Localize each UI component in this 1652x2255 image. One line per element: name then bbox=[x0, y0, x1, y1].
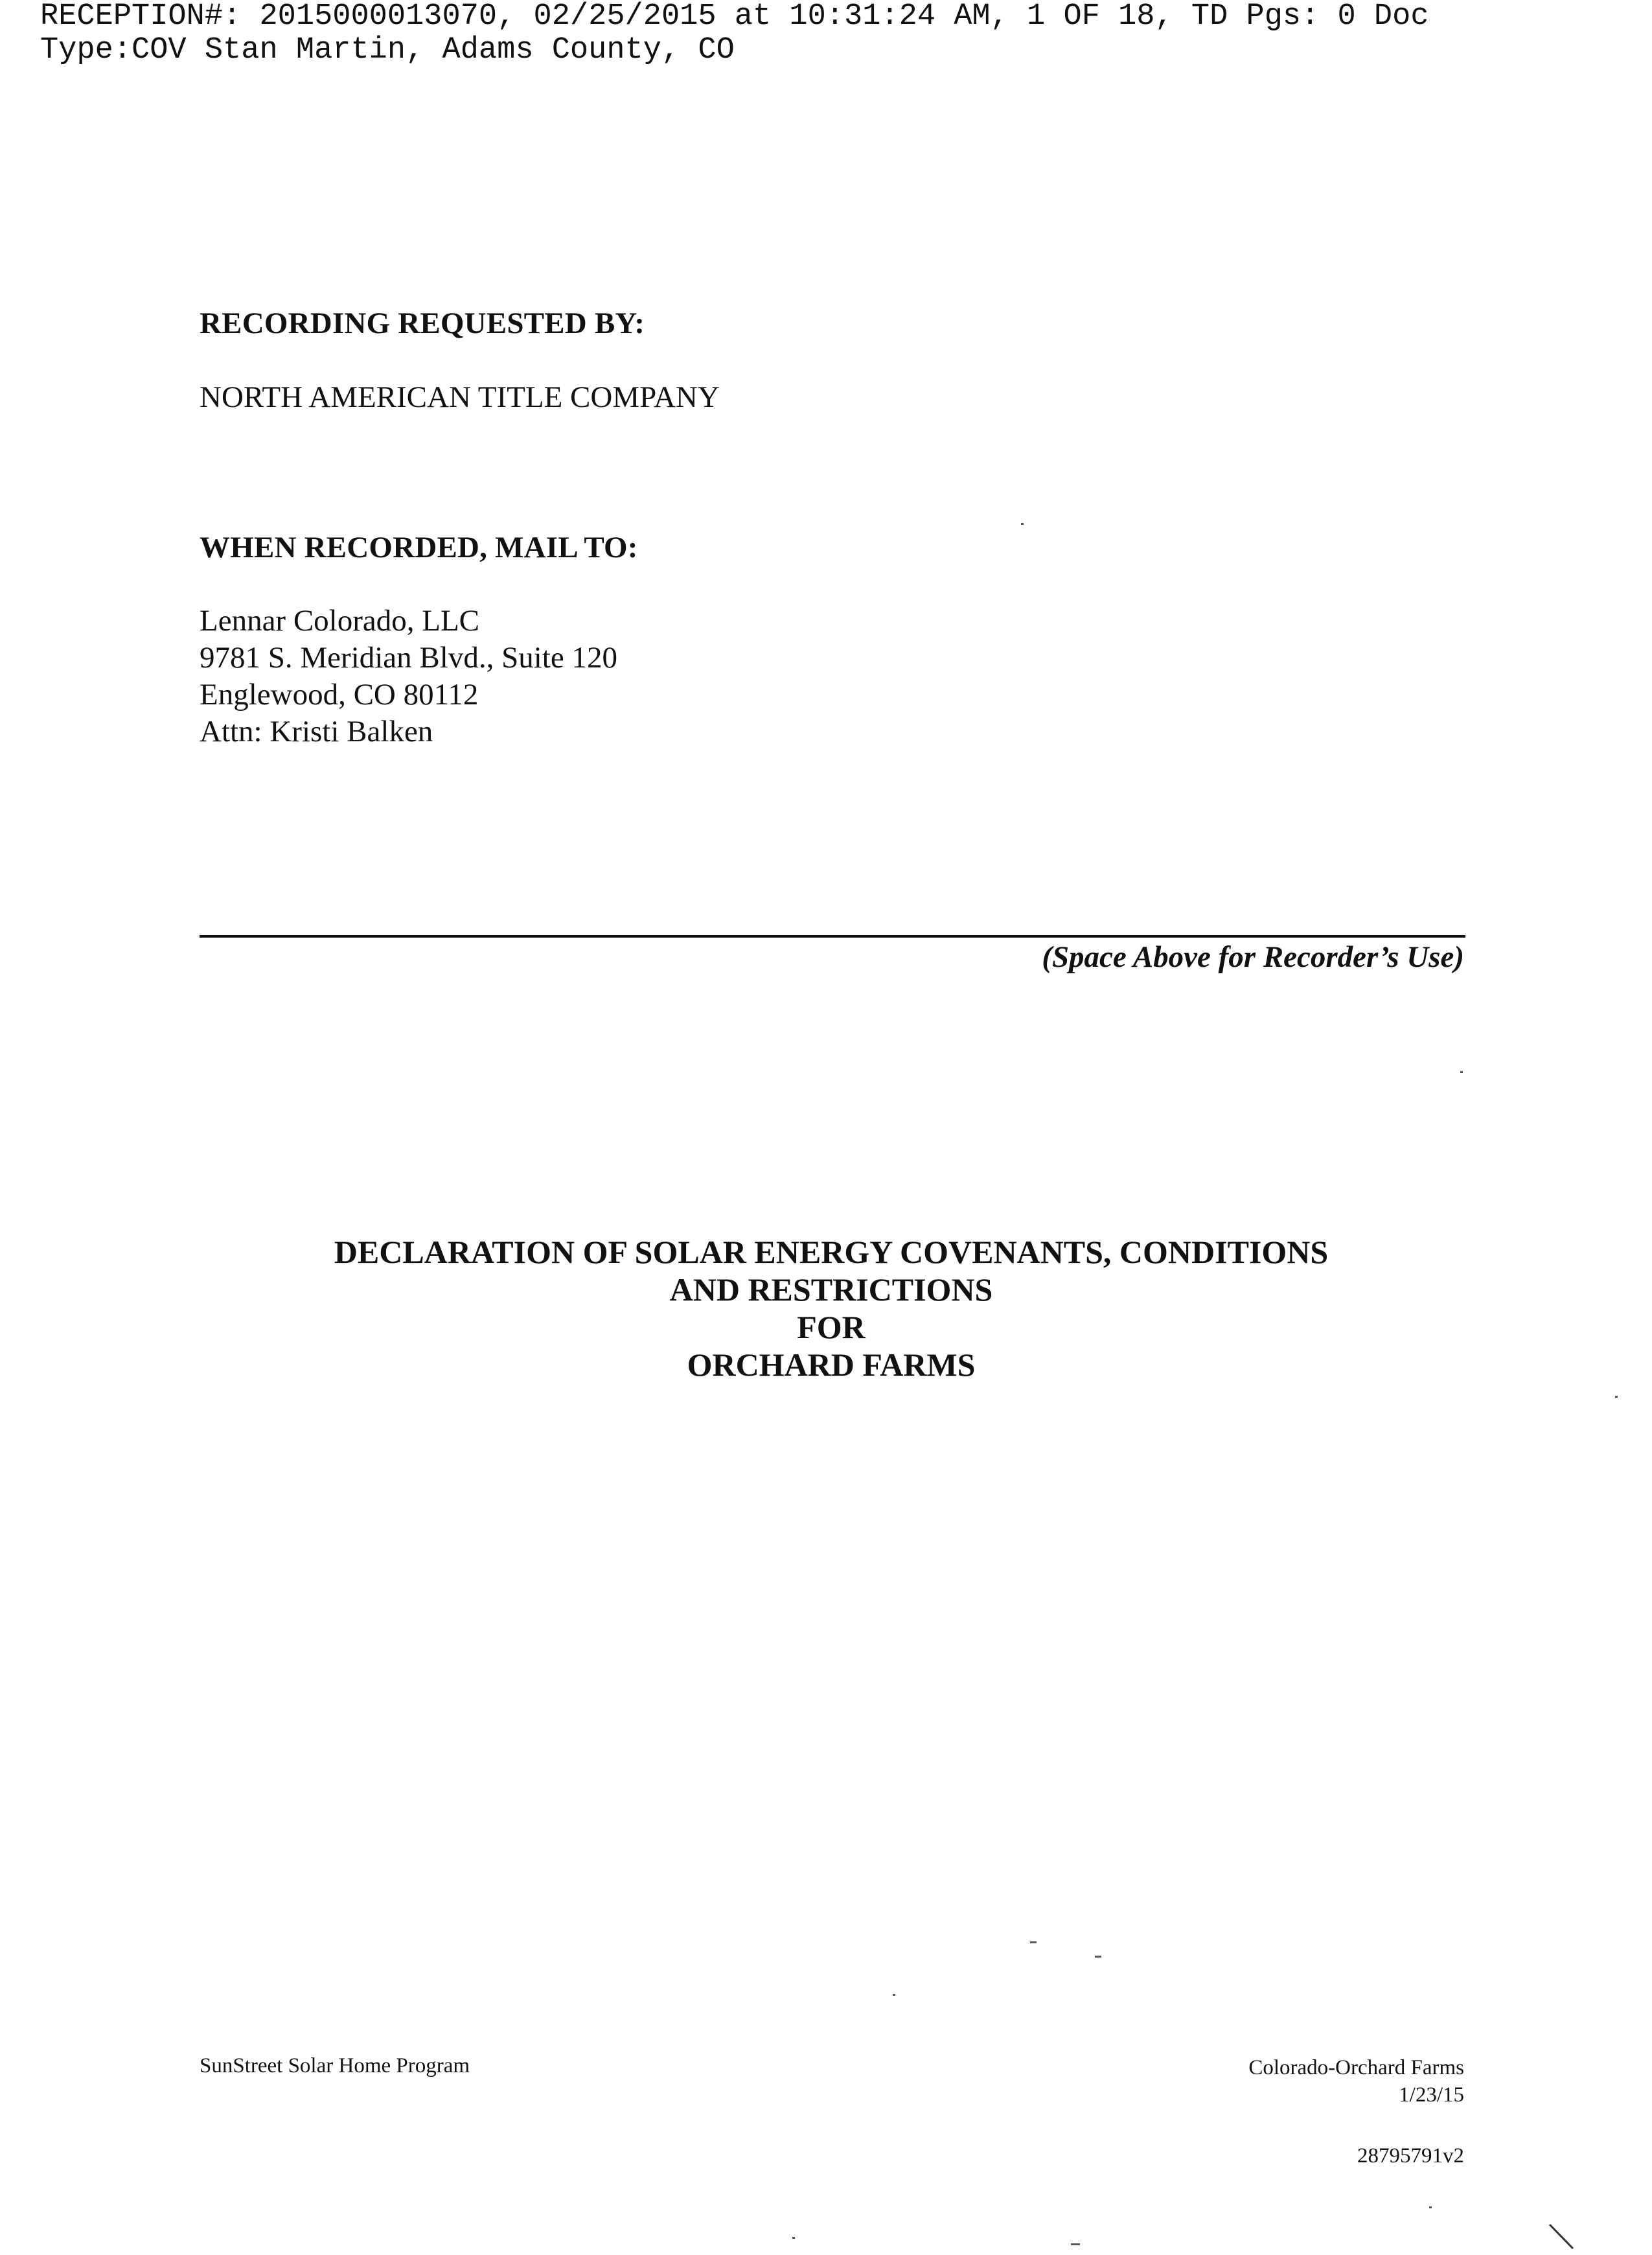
scan-speck bbox=[1615, 1396, 1618, 1398]
corner-scan-mark bbox=[1547, 2223, 1579, 2252]
scan-speck bbox=[893, 1994, 895, 1996]
recorder-divider-line bbox=[200, 935, 1465, 938]
footer-program: SunStreet Solar Home Program bbox=[200, 2054, 470, 2077]
scan-speck bbox=[1021, 523, 1024, 525]
address-line-street: 9781 S. Meridian Blvd., Suite 120 bbox=[200, 641, 617, 675]
mail-to-address bbox=[200, 603, 617, 750]
stamp-line-2: Type:COV Stan Martin, Adams County, CO bbox=[40, 33, 735, 67]
title-line-2: AND RESTRICTIONS bbox=[669, 1271, 993, 1308]
title-line-4: ORCHARD FARMS bbox=[687, 1347, 976, 1383]
footer-date: 1/23/15 bbox=[1399, 2083, 1464, 2107]
footer-project-block bbox=[1248, 2054, 1464, 2109]
stamp-line-1: RECEPTION#: 2015000013070, 02/25/2015 at 10:31:24 AM, 1 OF 18, TD Pgs: 0 Doc bbox=[40, 0, 1429, 34]
scan-speck bbox=[1460, 1071, 1463, 1073]
scan-speck bbox=[792, 2237, 795, 2239]
reception-stamp bbox=[40, 0, 1429, 67]
footer-project: Colorado-Orchard Farms bbox=[1248, 2056, 1464, 2079]
recording-requested-heading: RECORDING REQUESTED BY: bbox=[200, 306, 645, 340]
scan-speck bbox=[1071, 2243, 1080, 2245]
scan-speck bbox=[1030, 1941, 1037, 1943]
address-line-company: Lennar Colorado, LLC bbox=[200, 604, 480, 638]
mail-to-heading: WHEN RECORDED, MAIL TO: bbox=[200, 531, 638, 564]
address-line-attention: Attn: Kristi Balken bbox=[200, 715, 433, 748]
address-line-city: Englewood, CO 80112 bbox=[200, 678, 479, 711]
title-line-1: DECLARATION OF SOLAR ENERGY COVENANTS, CONDITIONS bbox=[334, 1234, 1329, 1270]
requesting-company: NORTH AMERICAN TITLE COMPANY bbox=[200, 380, 720, 414]
scan-speck bbox=[1429, 2206, 1432, 2208]
document-title bbox=[0, 1233, 1652, 1383]
footer-doc-number: 28795791v2 bbox=[1357, 2144, 1464, 2168]
scan-speck bbox=[1095, 1956, 1101, 1958]
recorder-use-note: (Space Above for Recorder’s Use) bbox=[1042, 940, 1464, 974]
title-line-3: FOR bbox=[797, 1309, 866, 1345]
